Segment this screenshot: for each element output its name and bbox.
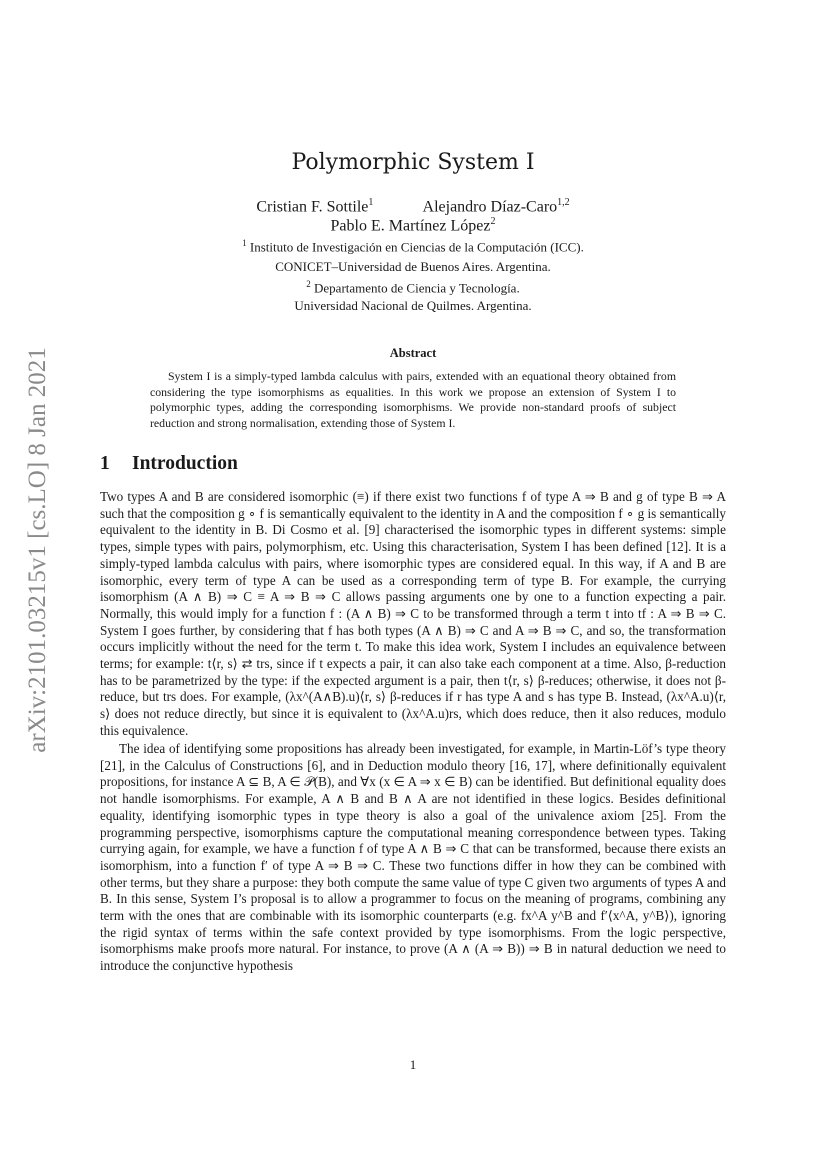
- affiliation-text: Instituto de Investigación en Ciencias de la Computación (ICC).: [249, 239, 584, 255]
- body-paragraph: Two types A and B are considered isomorphic (≡) if there exist two functions f of type A ⇒ B and g of type B ⇒ A such that the composition g ∘ f is semantically equivalent to the identity in A and the composition f ∘ g is semantically equivalent to the identity in B. Di Cosmo et al. [9] characterised the isomorphic types in different systems: simple types, simple types with pairs, polymorphism, etc. Using this characterisation, System I has been defined [12]. It is a simply-typed lambda calculus with pairs, where isomorphic types are considered equal. In this way, if A and B are isomorphic, every term of type A can be used as a corresponding term of type B. For example, the currying isomorphism (A ∧ B) ⇒ C ≡ A ⇒ B ⇒ C allows passing arguments one by one to a function expecting a pair. Normally, this would imply for a function f : (A ∧ B) ⇒ C to be transformed through a term t into tf : A ⇒ B ⇒ C. System I goes further, by considering that f has both types (A ∧ B) ⇒ C and A ⇒ B ⇒ C, and so, the transformation occurs implicitly without the need for the term t. To make this idea work, System I includes an equivalence between terms; for example: t⟨r, s⟩ ⇄ trs, since if t expects a pair, it can also take each component at a time. Also, β-reduction has to be parametrized by the type: if the expected argument is a pair, then t⟨r, s⟩ β-reduces; otherwise, it does not β-reduce, but trs does. For example, (λx^(A∧B).u)⟨r, s⟩ β-reduces if r has type A and s has type B. Instead, (λx^A.u)⟨r, s⟩ does not reduce directly, but since it is equivalent to (λx^A.u)rs, which does reduce, then it also reduces, modulo this equivalence.: [100, 489, 726, 738]
- abstract-heading: Abstract: [389, 346, 437, 360]
- author-affiliation-mark: 2: [490, 216, 496, 227]
- section-title: Introduction: [132, 453, 238, 474]
- section-number: 1: [100, 453, 110, 474]
- arxiv-stamp: [16, 347, 60, 753]
- affiliation-line: [0, 298, 826, 314]
- authors-line-1: [0, 197, 826, 216]
- author-name: Cristian F. Sottile: [256, 198, 369, 216]
- affiliation-line: [0, 238, 826, 255]
- author-affiliation-mark: 1,2: [557, 197, 570, 208]
- author-affiliation-mark: 1: [368, 197, 374, 208]
- authors-line-2: [0, 216, 826, 235]
- paper-title: Polymorphic System I: [291, 150, 535, 175]
- affiliation-text: CONICET–Universidad de Buenos Aires. Argentina.: [275, 259, 551, 274]
- body-paragraph: The idea of identifying some propositions has already been investigated, for example, in Martin-Löf’s type theory [21], in the Calculus of Constructions [6], and in Deduction modulo theory [16, 17], where definitionally equivalent propositions, for instance A ⊆ B, A ∈ 𝒫(B), and ∀x (x ∈ A ⇒ x ∈ B) can be identified. But definitional equality does not handle isomorphisms. For example, A ∧ B and B ∧ A are not identified in these logics. Besides definitional equality, identifying isomorphic types in type theory is also a goal of the univalence axiom [25]. From the programming perspective, isomorphisms capture the computational meaning correspondence between types. Taking currying again, for example, we have a function f of type A ∧ B ⇒ C that can be transformed, because there exists an isomorphism, into a function f′ of type A ⇒ B ⇒ C. These two functions differ in how they can be combined with other terms, but they share a purpose: they both compute the same value of type C given two arguments of types A and B. In this sense, System I’s proposal is to allow a programmer to focus on the meaning of programs, combining any term with the ones that are combinable with its isomorphic counterparts (e.g. fx^A y^B and f′⟨x^A, y^B⟩), ignoring the rigid syntax of terms within the safe context provided by type isomorphisms. From the logic perspective, isomorphisms make proofs more natural. For instance, to prove (A ∧ (A ⇒ B)) ⇒ B in natural deduction we need to introduce the conjunctive hypothesis: [100, 741, 726, 974]
- author-name: Pablo E. Martínez López: [330, 217, 491, 235]
- page-number: 1: [409, 1057, 417, 1072]
- affiliation-mark: 1: [242, 238, 247, 248]
- affiliation-line: [0, 259, 826, 275]
- section-heading: [100, 453, 238, 475]
- author-name: Alejandro Díaz-Caro: [422, 198, 558, 216]
- arxiv-identifier: arXiv:2101.03215v1 [cs.LO] 8 Jan 2021: [24, 347, 51, 753]
- affiliation-text: Departamento de Ciencia y Tecnología.: [314, 280, 520, 296]
- abstract-body: System I is a simply-typed lambda calculus with pairs, extended with an equational theory obtained from considering the type isomorphisms as equalities. In this work we propose an extension of System I to polymorphic types, adding the corresponding isomorphisms. We provide non-standard proofs of subject reduction and strong normalisation, extending those of System I.: [150, 369, 676, 430]
- affiliation-text: Universidad Nacional de Quilmes. Argentina.: [294, 298, 532, 313]
- affiliation-mark: 2: [306, 279, 311, 289]
- affiliation-line: [0, 279, 826, 296]
